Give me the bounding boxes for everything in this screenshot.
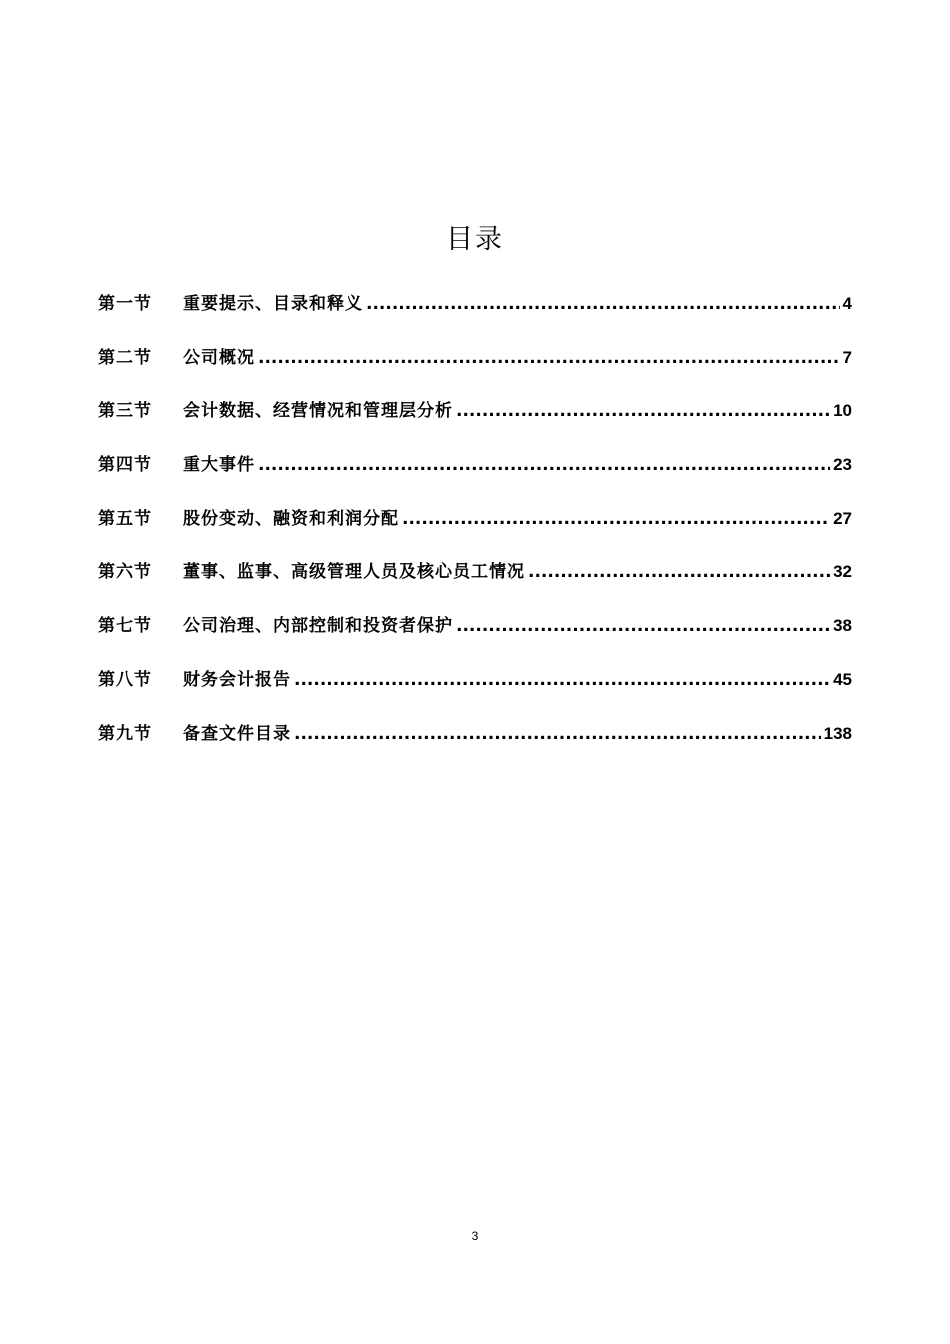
toc-dot-leader (456, 611, 830, 641)
toc-section-number: 第五节 (98, 508, 152, 529)
toc-title: 目录 (446, 224, 504, 255)
toc-page-number: 10 (833, 401, 852, 421)
toc-page-number: 23 (833, 455, 852, 475)
toc-dot-leader (528, 557, 830, 587)
toc-page-number: 7 (842, 347, 852, 367)
toc-section-number: 第二节 (98, 347, 152, 368)
toc-entry[interactable] (98, 289, 852, 343)
toc-section-number: 第六节 (98, 562, 152, 583)
toc-entry[interactable] (98, 611, 852, 665)
toc-entry[interactable] (98, 665, 852, 719)
toc-dot-leader (294, 665, 830, 695)
toc-entry[interactable] (98, 557, 852, 611)
table-of-contents (98, 289, 852, 772)
page-footer-number: 3 (471, 1229, 479, 1243)
toc-entry[interactable] (98, 396, 852, 450)
toc-dot-leader (258, 450, 830, 480)
toc-page-number: 138 (823, 723, 852, 743)
toc-section-heading: 股份变动、融资和利润分配 (183, 508, 399, 529)
toc-page-number: 4 (842, 294, 852, 313)
toc-dot-leader (258, 343, 840, 373)
toc-section-heading: 董事、监事、高级管理人员及核心员工情况 (183, 562, 525, 583)
toc-entry[interactable] (98, 343, 852, 397)
toc-section-number: 第三节 (98, 401, 152, 422)
toc-page-number: 27 (833, 508, 852, 528)
toc-section-heading: 会计数据、经营情况和管理层分析 (183, 401, 453, 422)
toc-page-number: 32 (833, 562, 852, 582)
toc-entry[interactable] (98, 504, 852, 558)
toc-section-number: 第一节 (98, 294, 152, 314)
toc-section-heading: 财务会计报告 (183, 669, 291, 690)
toc-dot-leader (402, 504, 830, 534)
toc-section-heading: 备查文件目录 (183, 723, 291, 744)
toc-section-heading: 公司概况 (183, 347, 255, 368)
toc-section-number: 第八节 (98, 669, 152, 690)
toc-page-number: 38 (833, 616, 852, 636)
toc-section-heading: 重要提示、目录和释义 (183, 294, 363, 314)
toc-dot-leader (456, 396, 830, 426)
toc-dot-leader (366, 289, 840, 319)
toc-dot-leader (294, 719, 821, 749)
toc-entry[interactable] (98, 719, 852, 773)
toc-section-number: 第七节 (98, 616, 152, 637)
toc-section-number: 第四节 (98, 455, 152, 476)
toc-section-heading: 公司治理、内部控制和投资者保护 (183, 616, 453, 637)
toc-section-heading: 重大事件 (183, 455, 255, 476)
toc-page-number: 45 (833, 669, 852, 689)
toc-section-number: 第九节 (98, 723, 152, 744)
toc-entry[interactable] (98, 450, 852, 504)
